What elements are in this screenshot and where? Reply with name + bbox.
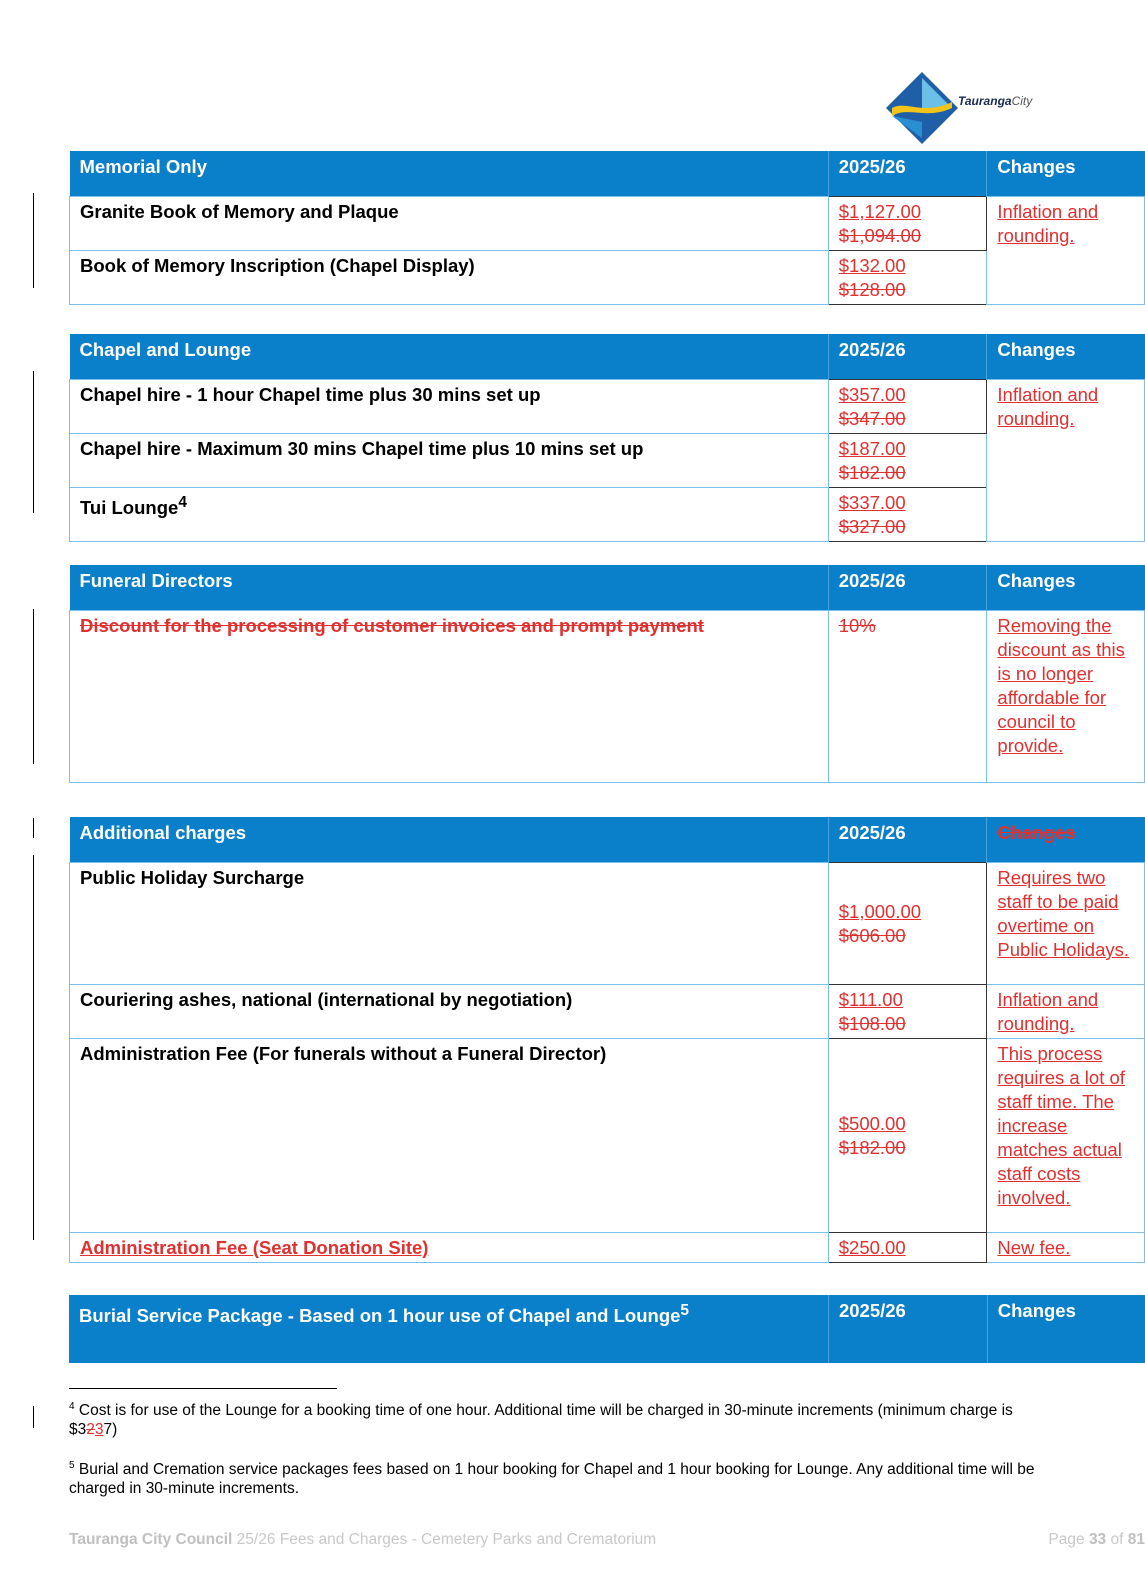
fee-value: $1,127.00 $1,094.00 <box>828 197 987 251</box>
table-row <box>70 611 1145 783</box>
fee-value: $500.00 $182.00 <box>828 1039 987 1233</box>
footnote-ref[interactable]: 5 <box>680 1302 689 1319</box>
fee-item: Granite Book of Memory and Plaque <box>70 197 829 251</box>
fee-item: Discount for the processing of customer invoices and prompt payment <box>70 611 829 783</box>
change-note: This process requires a lot of staff time. The increase matches actual staff costs involved. <box>987 1039 1145 1233</box>
fee-item: Tui Lounge$^4$ <box>70 488 829 542</box>
header-item: Memorial Only <box>70 151 829 197</box>
header-changes: Changes <box>987 817 1145 863</box>
change-note: Inflation and rounding. <box>987 380 1145 542</box>
additional-charges-table <box>69 817 1145 1263</box>
table-row <box>70 380 1145 434</box>
header-item: Chapel and Lounge <box>70 334 829 380</box>
footnote-5: $^5$ Burial and Cremation service packages fees based on 1 hour booking for Chapel and 1 hour booking for Lounge. Any additional time will be charged in 30-minute increments. <box>69 1460 1035 1498</box>
change-note: Removing the discount as this is no longer affordable for council to provide. <box>987 611 1145 783</box>
table-header <box>70 565 1145 611</box>
change-bar <box>33 371 34 513</box>
table-row <box>70 251 1145 305</box>
change-note: New fee. <box>987 1233 1145 1263</box>
fee-value: $337.00 $327.00 <box>828 488 987 542</box>
page-footer: Tauranga City Council 25/26 Fees and Charges - Cemetery Parks and Crematorium Page 33 of 81 <box>69 1531 1145 1548</box>
fee-item: Couriering ashes, national (international by negotiation) <box>70 985 829 1039</box>
table-header <box>70 151 1145 197</box>
header-year: 2025/26 <box>828 151 987 197</box>
change-note: Inflation and rounding. <box>987 197 1145 305</box>
logo-diamond-icon <box>886 72 958 144</box>
change-note: Inflation and rounding. <box>987 985 1145 1039</box>
fee-value: $250.00 <box>828 1233 987 1263</box>
footnote-separator <box>69 1388 337 1389</box>
header-year: 2025/26 <box>828 565 987 611</box>
chapel-lounge-table <box>69 334 1145 542</box>
header-year: 2025/26 <box>828 817 987 863</box>
table-row <box>70 434 1145 488</box>
fee-value: $111.00 $108.00 <box>828 985 987 1039</box>
header-changes: Changes <box>987 334 1145 380</box>
header-changes: Changes <box>987 1295 1145 1363</box>
change-bar <box>33 193 34 288</box>
header-year: 2025/26 <box>828 334 987 380</box>
fee-item: Chapel hire - 1 hour Chapel time plus 30 mins set up <box>70 380 829 434</box>
change-bar <box>33 818 34 838</box>
table-row <box>70 197 1145 251</box>
header-item: Additional charges <box>70 817 829 863</box>
table-row <box>70 488 1145 542</box>
change-bar <box>33 855 34 1240</box>
change-bar <box>33 1406 34 1428</box>
funeral-directors-table <box>69 565 1145 783</box>
header-year: 2025/26 <box>828 1295 987 1363</box>
header-item: Burial Service Package - Based on 1 hour use of Chapel and Lounge$^5$ <box>69 1295 828 1363</box>
burial-service-package-table <box>69 1295 1145 1363</box>
logo-wordmark: TaurangaCity <box>958 94 1033 108</box>
table-header <box>69 1295 1145 1363</box>
change-bar <box>33 609 34 764</box>
fee-value: 10% <box>828 611 987 783</box>
page-number: Page 33 of 81 <box>1048 1531 1145 1548</box>
footnote-4: $^4$ Cost is for use of the Lounge for a booking time of one hour. Additional time will be charged in 30-minute increments (minimum charge is $3237) <box>69 1401 1013 1439</box>
table-header <box>70 334 1145 380</box>
fee-item: Book of Memory Inscription (Chapel Display) <box>70 251 829 305</box>
table-row <box>70 863 1145 985</box>
fee-item: Administration Fee (For funerals without a Funeral Director) <box>70 1039 829 1233</box>
table-row <box>70 1233 1145 1263</box>
fee-value: $357.00 $347.00 <box>828 380 987 434</box>
fee-value: $1,000.00 $606.00 <box>828 863 987 985</box>
fee-value: $187.00 $182.00 <box>828 434 987 488</box>
footnote-ref[interactable]: 4 <box>178 494 187 511</box>
table-row <box>70 1039 1145 1233</box>
header-changes: Changes <box>987 565 1145 611</box>
table-row <box>70 985 1145 1039</box>
fee-item: Chapel hire - Maximum 30 mins Chapel time plus 10 mins set up <box>70 434 829 488</box>
header-item: Funeral Directors <box>70 565 829 611</box>
table-header <box>70 817 1145 863</box>
header-changes: Changes <box>987 151 1145 197</box>
fee-item: Public Holiday Surcharge <box>70 863 829 985</box>
change-note: Requires two staff to be paid overtime on Public Holidays. <box>987 863 1145 985</box>
tauranga-city-logo <box>886 72 1056 144</box>
fee-item: Administration Fee (Seat Donation Site) <box>70 1233 829 1263</box>
fee-value: $132.00 $128.00 <box>828 251 987 305</box>
memorial-only-table <box>69 151 1145 305</box>
